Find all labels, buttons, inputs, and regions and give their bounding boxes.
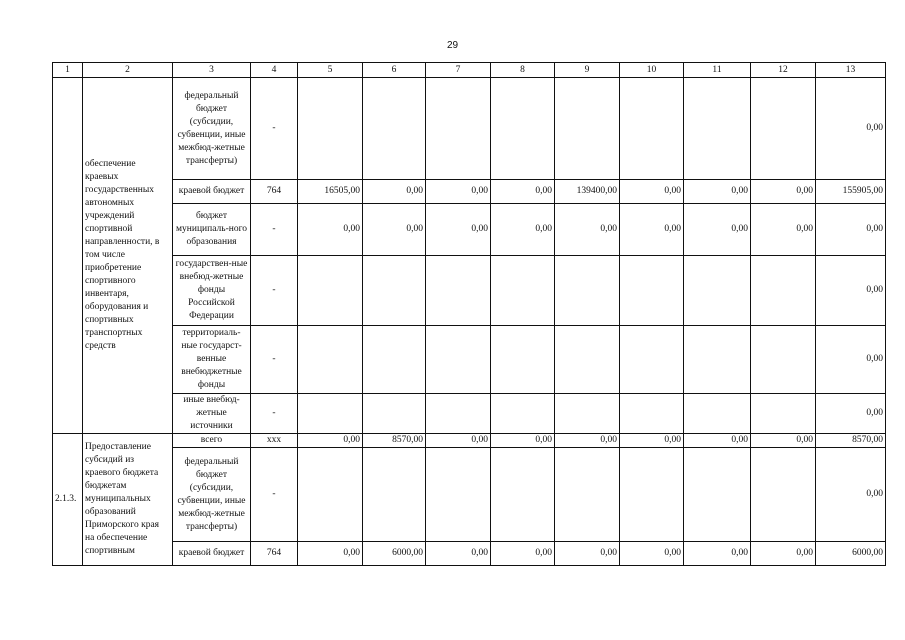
budget-code: 764 [251,180,298,204]
year-value [684,448,751,542]
year-value [620,326,684,394]
year-value: 0,00 [620,204,684,256]
table-row [53,542,886,566]
header-cell: 6 [363,63,426,78]
funding-source: иные внебюд-жетные источники [173,394,251,434]
total-value: 0,00 [816,326,886,394]
year-value: 0,00 [620,180,684,204]
total-value: 0,00 [816,448,886,542]
total-value: 0,00 [816,394,886,434]
year-value [491,256,555,326]
header-cell: 12 [751,63,816,78]
year-value: 0,00 [684,204,751,256]
year-value: 0,00 [751,434,816,448]
total-value: 0,00 [816,78,886,180]
year-value: 0,00 [555,434,620,448]
year-value: 0,00 [298,434,363,448]
year-value [620,448,684,542]
year-value [426,448,491,542]
year-value [751,256,816,326]
total-value: 8570,00 [816,434,886,448]
table-row [53,326,886,394]
year-value [363,78,426,180]
year-value [684,256,751,326]
row-code: 2.1.3. [53,434,83,566]
table-row [53,204,886,256]
year-value: 0,00 [426,434,491,448]
budget-code: - [251,394,298,434]
year-value: 0,00 [684,180,751,204]
header-cell: 9 [555,63,620,78]
budget-code: 764 [251,542,298,566]
budget-code: ххх [251,434,298,448]
year-value: 0,00 [620,434,684,448]
funding-source: краевой бюджет [173,542,251,566]
year-value [426,256,491,326]
header-cell: 2 [83,63,173,78]
table-row [53,434,886,448]
row-code [53,78,83,434]
year-value: 0,00 [491,542,555,566]
year-value: 0,00 [555,542,620,566]
year-value: 0,00 [363,204,426,256]
year-value [684,78,751,180]
year-value: 0,00 [491,180,555,204]
year-value: 0,00 [751,542,816,566]
year-value: 6000,00 [363,542,426,566]
total-value: 0,00 [816,256,886,326]
year-value [751,394,816,434]
year-value [751,78,816,180]
year-value [620,78,684,180]
budget-code: - [251,204,298,256]
year-value: 0,00 [684,542,751,566]
year-value: 8570,00 [363,434,426,448]
year-value: 0,00 [298,204,363,256]
year-value: 0,00 [491,434,555,448]
budget-code: - [251,326,298,394]
year-value [363,394,426,434]
year-value [555,78,620,180]
funding-source: краевой бюджет [173,180,251,204]
year-value [751,326,816,394]
budget-code: - [251,256,298,326]
year-value [491,448,555,542]
funding-source: государствен-ные внебюд-жетные фонды Российской Федерации [173,256,251,326]
year-value: 0,00 [620,542,684,566]
year-value [298,394,363,434]
header-cell: 10 [620,63,684,78]
year-value [555,394,620,434]
header-cell: 11 [684,63,751,78]
year-value: 16505,00 [298,180,363,204]
total-value: 0,00 [816,204,886,256]
table-row [53,78,886,180]
year-value: 0,00 [426,204,491,256]
year-value: 0,00 [684,434,751,448]
budget-code: - [251,448,298,542]
year-value: 0,00 [751,204,816,256]
year-value [363,256,426,326]
year-value: 0,00 [491,204,555,256]
year-value: 139400,00 [555,180,620,204]
year-value [491,326,555,394]
funding-source: территориаль-ные государст-венные внебюджетные фонды [173,326,251,394]
year-value [620,394,684,434]
table-row [53,256,886,326]
funding-source: всего [173,434,251,448]
header-cell: 8 [491,63,555,78]
year-value: 0,00 [363,180,426,204]
year-value [751,448,816,542]
header-cell: 7 [426,63,491,78]
year-value [363,448,426,542]
year-value [555,256,620,326]
year-value [555,448,620,542]
table-row [53,394,886,434]
year-value [491,78,555,180]
year-value [426,78,491,180]
year-value [298,78,363,180]
header-cell: 3 [173,63,251,78]
funding-source: бюджет муниципаль-ного образования [173,204,251,256]
budget-table [52,62,886,566]
year-value: 0,00 [426,542,491,566]
header-cell: 4 [251,63,298,78]
year-value [620,256,684,326]
budget-code: - [251,78,298,180]
year-value [298,448,363,542]
year-value [491,394,555,434]
year-value [684,394,751,434]
header-cell: 13 [816,63,886,78]
year-value: 0,00 [555,204,620,256]
total-value: 6000,00 [816,542,886,566]
year-value [426,326,491,394]
table-row [53,448,886,542]
total-value: 155905,00 [816,180,886,204]
header-cell: 5 [298,63,363,78]
year-value: 0,00 [751,180,816,204]
year-value [555,326,620,394]
year-value: 0,00 [298,542,363,566]
header-row [53,63,886,78]
table-row [53,180,886,204]
year-value [426,394,491,434]
year-value [363,326,426,394]
funding-source: федеральный бюджет (субсидии, субвенции, иные межбюд-жетные трансферты) [173,448,251,542]
funding-source: федеральный бюджет (субсидии, субвенции, иные межбюд-жетные трансферты) [173,78,251,180]
page-number: 29 [446,40,459,51]
year-value [298,326,363,394]
program-name: Предоставление субсидий из краевого бюджета бюджетам муниципальных образований Приморского края на обеспечение спортивным [83,434,173,566]
header-cell: 1 [53,63,83,78]
program-name: обеспечение краевых государственных автономных учреждений спортивной направленности, в том числе приобретение спортивного инвентаря, оборудования и спортивных транспортных средств [83,78,173,434]
year-value: 0,00 [426,180,491,204]
year-value [684,326,751,394]
year-value [298,256,363,326]
